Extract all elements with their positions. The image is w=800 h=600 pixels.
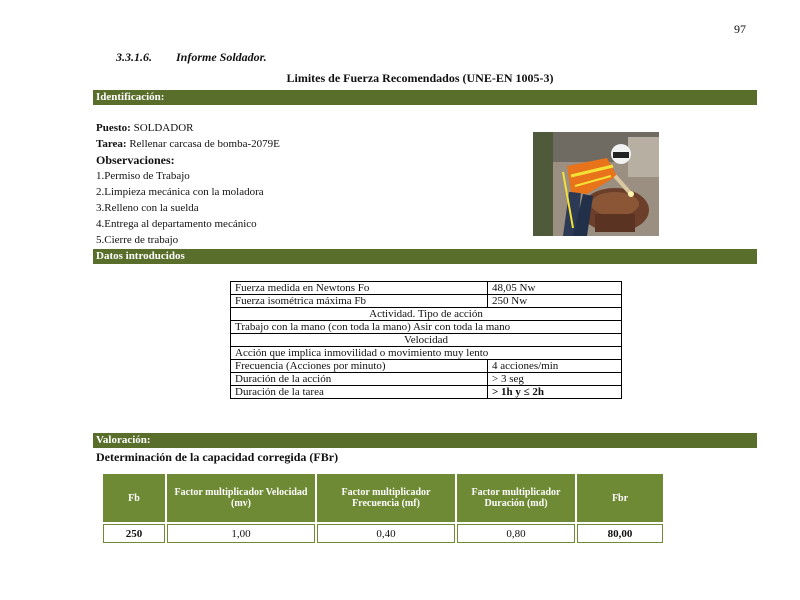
puesto-value: SOLDADOR [133,122,194,134]
fuerza-medida-value: 48,05 Nw [488,282,622,295]
header-mf: Factor multiplicador Frecuencia (mf) [317,474,455,522]
observacion-item: 1.Permiso de Trabajo [96,170,190,182]
table-row [103,524,663,543]
actividad-text: Trabajo con la mano (con toda la mano) Asir con toda la mano [231,321,622,334]
value-md: 0,80 [457,524,575,543]
observaciones-label: Observaciones: [96,153,175,167]
frecuencia-label: Frecuencia (Acciones por minuto) [231,360,488,373]
table-header-row [103,474,663,522]
fuerza-isometrica-value: 250 Nw [488,295,622,308]
value-mv: 1,00 [167,524,315,543]
table-row [231,321,622,334]
welder-illustration [533,132,659,236]
valoracion-subheading: Determinación de la capacidad corregida (FBr) [96,450,339,464]
observacion-item: 2.Limpieza mecánica con la moladora [96,186,264,198]
puesto-label: Puesto: [96,122,131,134]
puesto-line [96,122,193,134]
velocidad-header: Velocidad [231,334,622,347]
observacion-item: 4.Entrega al departamento mecánico [96,218,257,230]
fuerza-isometrica-label: Fuerza isométrica máxima Fb [231,295,488,308]
actividad-header: Actividad. Tipo de acción [231,308,622,321]
welder-photo [533,132,659,236]
document-title: Limites de Fuerza Recomendados (UNE-EN 1005-3) [286,71,554,85]
duracion-accion-label: Duración de la acción [231,373,488,386]
frecuencia-value: 4 acciones/min [488,360,622,373]
identificacion-bar: Identificación: [93,90,757,105]
table-row [231,347,622,360]
tarea-value: Rellenar carcasa de bomba-2079E [129,138,280,150]
header-fb: Fb [103,474,165,522]
table-row [231,373,622,386]
page-number: 97 [734,22,746,36]
table-row [231,334,622,347]
observacion-item: 3.Relleno con la suelda [96,202,199,214]
duracion-tarea-value: > 1h y ≤ 2h [488,386,622,399]
valoracion-bar: Valoración: [93,433,757,448]
velocidad-text: Acción que implica inmovilidad o movimiento muy lento [231,347,622,360]
header-mv: Factor multiplicador Velocidad (mv) [167,474,315,522]
section-heading: 3.3.1.6. Informe Soldador. [116,50,267,64]
tarea-label: Tarea: [96,138,127,150]
table-row [231,360,622,373]
duracion-accion-value: > 3 seg [488,373,622,386]
header-fbr: Fbr [577,474,663,522]
value-fb: 250 [103,524,165,543]
datos-table [230,281,622,399]
datos-bar: Datos introducidos [93,249,757,264]
duracion-tarea-label: Duración de la tarea [231,386,488,399]
observacion-item: 5.Cierre de trabajo [96,234,179,246]
header-md: Factor multiplicador Duración (md) [457,474,575,522]
value-fbr: 80,00 [577,524,663,543]
tarea-line [96,138,280,150]
value-mf: 0,40 [317,524,455,543]
fuerza-medida-label: Fuerza medida en Newtons Fo [231,282,488,295]
valoracion-table [101,472,665,545]
table-row [231,282,622,295]
table-row [231,295,622,308]
table-row [231,386,622,399]
table-row [231,308,622,321]
